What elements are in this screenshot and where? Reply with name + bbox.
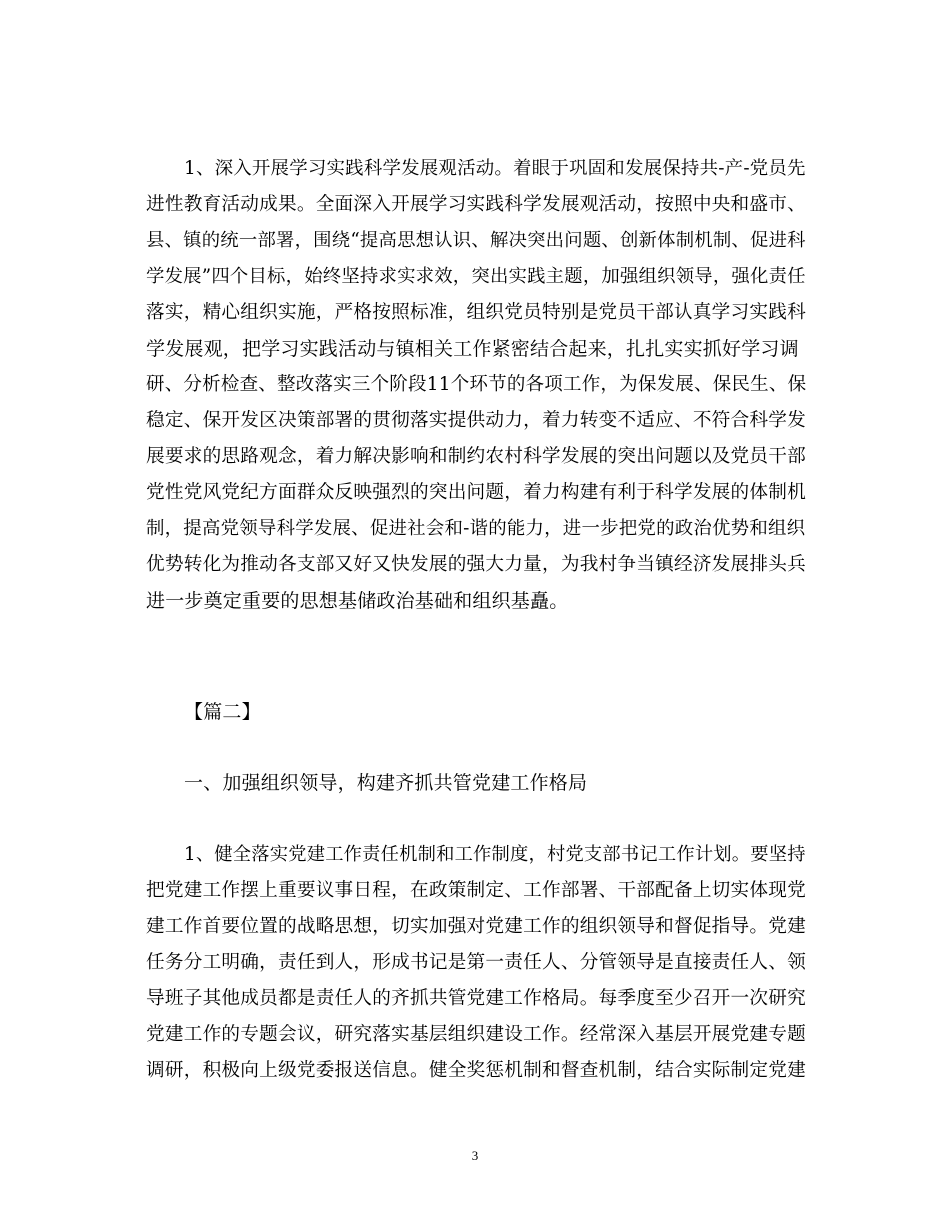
- paragraph-line: 学发展观，把学习实践活动与镇相关工作紧密结合起来，扎扎实实抓好学习调: [146, 338, 799, 360]
- paragraph-line: 党性党风党纪方面群众反映强烈的突出问题，着力构建有利于科学发展的体制机: [146, 482, 806, 503]
- paragraph-line: 1、健全落实党建工作责任机制和工作制度，村党支部书记工作计划。要坚持: [184, 844, 806, 865]
- paragraph-line: 进一步奠定重要的思想基储政治基础和组织基矗。: [146, 590, 569, 612]
- paragraph-line: 调研，积极向上级党委报送信息。健全奖惩机制和督查机制，结合实际制定党建: [146, 1060, 806, 1081]
- paragraph-line: 任务分工明确，责任到人，形成书记是第一责任人、分管领导是直接责任人、领: [146, 952, 806, 973]
- section-title: 【篇二】: [184, 701, 261, 723]
- paragraph-line: 稳定、保开发区决策部署的贯彻落实提供动力，着力转变不适应、不符合科学发: [146, 410, 806, 431]
- section-heading: 一、加强组织领导，构建齐抓共管党建工作格局: [184, 772, 588, 794]
- paragraph-line: 研、分析检查、整改落实三个阶段11个环节的各项工作，为保发展、保民生、保: [146, 374, 807, 395]
- paragraph-line: 进性教育活动成果。全面深入开展学习实践科学发展观活动，按照中央和盛市、: [146, 194, 806, 215]
- paragraph-line: 把党建工作摆上重要议事日程，在政策制定、工作部署、干部配备上切实体现党: [146, 880, 806, 901]
- paragraph-line: 落实，精心组织实施，严格按照标准，组织党员特别是党员干部认真学习实践科: [146, 302, 806, 323]
- paragraph-line: 导班子其他成员都是责任人的齐抓共管党建工作格局。每季度至少召开一次研究: [146, 988, 806, 1009]
- paragraph-line: 学发展”四个目标，始终坚持求实求效，突出实践主题，加强组织领导，强化责任: [146, 266, 806, 287]
- paragraph-line: 党建工作的专题会议，研究落实基层组织建设工作。经常深入基层开展党建专题: [146, 1024, 806, 1045]
- paragraph-line: 1、深入开展学习实践科学发展观活动。着眼于巩固和发展保持共-产-党员先: [184, 158, 806, 179]
- paragraph-line: 优势转化为推动各支部又好又快发展的强大力量，为我村争当镇经济发展排头兵: [146, 554, 806, 575]
- page-number: 3: [471, 1148, 479, 1163]
- paragraph-line: 展要求的思路观念，着力解决影响和制约农村科学发展的突出问题以及党员干部: [146, 446, 806, 467]
- paragraph-line: 县、镇的统一部署，围绕“提高思想认识、解决突出问题、创新体制机制、促进科: [146, 230, 806, 251]
- paragraph-line: 制，提高党领导科学发展、促进社会和-谐的能力，进一步把党的政治优势和组织: [146, 518, 806, 539]
- paragraph-line: 建工作首要位置的战略思想，切实加强对党建工作的组织领导和督促指导。党建: [146, 916, 806, 937]
